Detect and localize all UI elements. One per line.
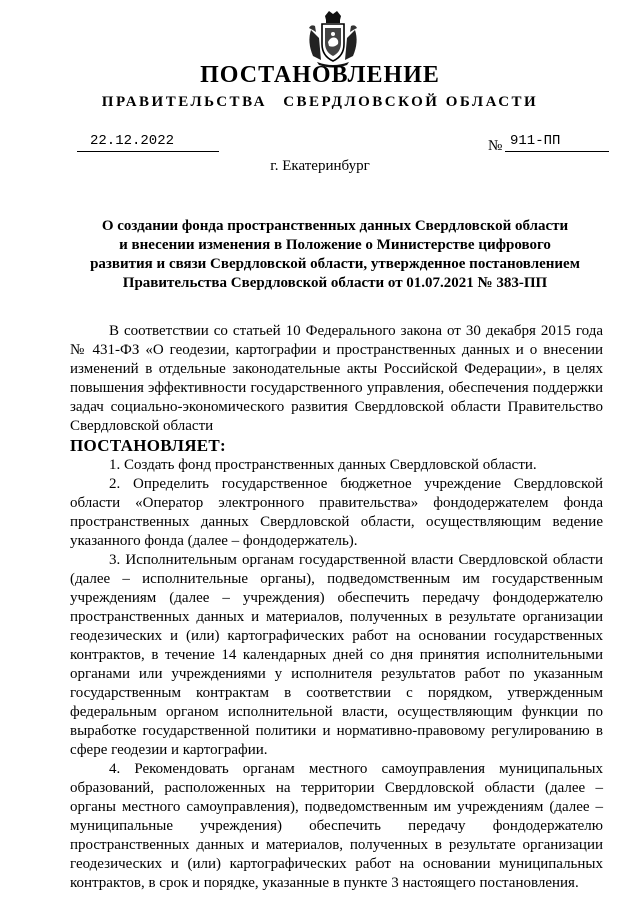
document-number: 911-ПП (510, 133, 561, 149)
document-date: 22.12.2022 (90, 133, 175, 149)
clause-paragraph: 3. Исполнительным органам государственной власти Свердловской области (далее – исполнительные органы), подведомственным им государственным учреждениям (далее – учреждения) обеспечить передачу фондодержателю пространственных данных и материалов, полученных в результате организации геодезических и (или) картографических работ на основании государственных контрактов, в течение 14 календарных дней со дня принятия исполнительными органами или учреждениями у исполнителя результатов работ по указанным государственным контрактам в соответствии с порядком, утвержденным федеральным органом исполнительной власти, осуществляющим функции по выработке государственной политики и нормативно-правовому регулированию в сфере геодезии и картографии. (70, 552, 603, 758)
coat-of-arms-icon (303, 8, 363, 68)
date-underline (77, 151, 219, 152)
subtitle-word-3: ОБЛАСТИ (445, 94, 539, 110)
document-title: ПОСТАНОВЛЕНИЕ (200, 62, 440, 88)
resolves-label: ПОСТАНОВЛЯЕТ: (70, 436, 227, 455)
heading-line: О создании фонда пространственных данных Свердловской области (101, 218, 569, 234)
number-underline (505, 151, 609, 152)
subtitle-word-1: ПРАВИТЕЛЬСТВА (101, 94, 267, 110)
clause-paragraph: 4. Рекомендовать органам местного самоуправления муниципальных образований, расположенных на территории Свердловской области (далее – органы местного самоуправления), подведомственным им учреждениям (далее – муниципальные учреждения) обеспечить передачу фондодержателю пространственных данных и материалов, полученных в результате организации геодезических и (или) картографических работ на основании муниципальных контрактов, в срок и порядке, указанные в пункте 3 настоящего постановления. (70, 761, 603, 891)
document-heading (70, 217, 600, 293)
heading-line: развития и связи Свердловской области, утвержденное постановлением (90, 256, 580, 272)
document-city: г. Екатеринбург (270, 158, 370, 174)
clause-paragraph: 2. Определить государственное бюджетное учреждение Свердловской области «Оператор электронного правительства» фондодержателем фонда пространственных данных Свердловской области, осуществляющим ведение указанного фонда (далее – фондодержатель). (70, 476, 603, 549)
subtitle-word-2: СВЕРДЛОВСКОЙ (283, 94, 440, 110)
preamble-paragraph: В соответствии со статьей 10 Федерального закона от 30 декабря 2015 года № 431-ФЗ «О геодезии, картографии и пространственных данных и о внесении изменений в отдельные законодательные акты Российской Федерации», в целях повышения эффективности государственного управления, обеспечения поддержки задач социально-экономического развития Свердловской области Правительство Свердловской области (70, 323, 603, 434)
document-body (70, 322, 603, 893)
document-subtitle (0, 94, 640, 111)
heading-line: Правительства Свердловской области от 01.07.2021 № 383-ПП (122, 275, 548, 291)
heading-line: и внесении изменения в Положение о Министерстве цифрового (119, 237, 551, 253)
clause-paragraph: 1. Создать фонд пространственных данных Свердловской области. (109, 457, 537, 473)
number-sign: № (488, 138, 503, 154)
